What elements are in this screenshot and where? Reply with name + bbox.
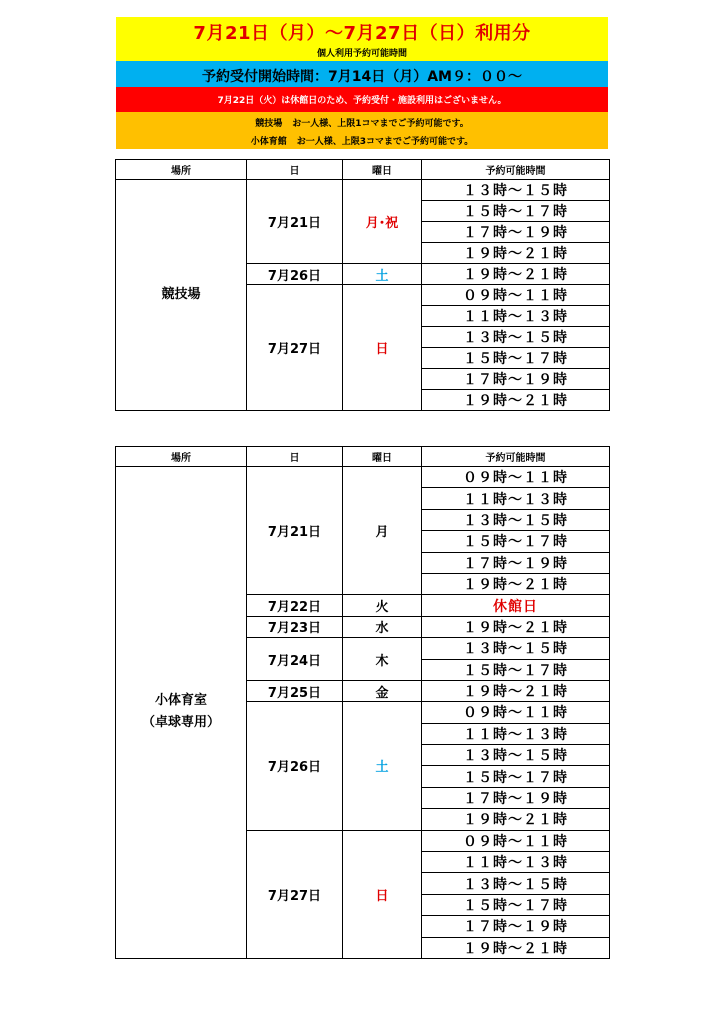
time-slot-cell: １５時～１７時 xyxy=(422,201,610,222)
time-slot-cell: １１時～１３時 xyxy=(422,488,610,509)
column-header: 場所 xyxy=(116,447,247,467)
title-banner xyxy=(116,17,608,45)
time-slot-cell: １５時～１７時 xyxy=(422,659,610,680)
date-cell: 7月24日 xyxy=(247,638,343,681)
time-slot-cell: １７時～１９時 xyxy=(422,916,610,937)
weekday-cell: 日 xyxy=(343,285,422,411)
table-header-row xyxy=(116,447,610,467)
closed-day-cell: 休館日 xyxy=(422,595,610,616)
closed-notice: 7月22日（火）は休館日のため、予約受付・施設利用はございません。 xyxy=(217,96,507,106)
weekday-cell: 土 xyxy=(343,702,422,830)
weekday-cell: 月･祝 xyxy=(343,180,422,264)
time-slot-cell: １９時～２１時 xyxy=(422,573,610,594)
weekday-cell: 水 xyxy=(343,616,422,637)
reception-time: 予約受付開始時間：7月14日（月）AM９：００～ xyxy=(202,69,522,85)
weekday-cell: 木 xyxy=(343,638,422,681)
column-header: 予約可能時間 xyxy=(422,447,610,467)
time-slot-cell: １９時～２１時 xyxy=(422,809,610,830)
time-slot-cell: １９時～２１時 xyxy=(422,937,610,958)
time-slot-cell: １１時～１３時 xyxy=(422,852,610,873)
time-slot-cell: ０９時～１１時 xyxy=(422,467,610,488)
date-cell: 7月25日 xyxy=(247,680,343,701)
table-header-row xyxy=(116,160,610,180)
limit-note-label: 競技場 xyxy=(255,119,283,129)
schedule-table-small-gym xyxy=(115,446,610,959)
time-slot-cell: １７時～１９時 xyxy=(422,369,610,390)
time-slot-cell: １１時～１３時 xyxy=(422,306,610,327)
limits-banner xyxy=(116,112,608,149)
time-slot-cell: １７時～１９時 xyxy=(422,222,610,243)
page-subtitle: 個人利用予約可能時間 xyxy=(316,49,407,59)
date-cell: 7月21日 xyxy=(247,467,343,595)
time-slot-cell: １９時～２１時 xyxy=(422,616,610,637)
weekday-cell: 日 xyxy=(343,830,422,958)
time-slot-cell: １５時～１７時 xyxy=(422,894,610,915)
weekday-cell: 金 xyxy=(343,680,422,701)
closed-notice-banner xyxy=(116,87,608,112)
table-row xyxy=(116,180,610,201)
limit-note-small-gym xyxy=(116,134,608,147)
table-row xyxy=(116,467,610,488)
page-title: 7月21日（月）～7月27日（日）利用分 xyxy=(193,23,531,44)
time-slot-cell: １７時～１９時 xyxy=(422,787,610,808)
weekday-cell: 火 xyxy=(343,595,422,616)
column-header: 曜日 xyxy=(343,447,422,467)
time-slot-cell: ０９時～１１時 xyxy=(422,830,610,851)
date-cell: 7月27日 xyxy=(247,830,343,958)
date-cell: 7月27日 xyxy=(247,285,343,411)
date-cell: 7月26日 xyxy=(247,264,343,285)
weekday-cell: 土 xyxy=(343,264,422,285)
location-cell: 小体育室 （卓球専用） xyxy=(116,467,247,959)
time-slot-cell: １１時～１３時 xyxy=(422,723,610,744)
time-slot-cell: １９時～２１時 xyxy=(422,243,610,264)
column-header: 予約可能時間 xyxy=(422,160,610,180)
limit-note-stadium xyxy=(116,116,608,129)
column-header: 曜日 xyxy=(343,160,422,180)
date-cell: 7月23日 xyxy=(247,616,343,637)
limit-note-text: お一人様、上限1コマまでご予約可能です。 xyxy=(292,119,469,129)
time-slot-cell: １３時～１５時 xyxy=(422,327,610,348)
time-slot-cell: １３時～１５時 xyxy=(422,873,610,894)
date-cell: 7月21日 xyxy=(247,180,343,264)
time-slot-cell: １５時～１７時 xyxy=(422,766,610,787)
reception-banner xyxy=(116,61,608,87)
limit-note-label: 小体育館 xyxy=(250,137,287,147)
time-slot-cell: １９時～２１時 xyxy=(422,264,610,285)
weekday-cell: 月 xyxy=(343,467,422,595)
time-slot-cell: １３時～１５時 xyxy=(422,638,610,659)
time-slot-cell: １９時～２１時 xyxy=(422,390,610,411)
time-slot-cell: ０９時～１１時 xyxy=(422,285,610,306)
date-cell: 7月26日 xyxy=(247,702,343,830)
column-header: 日 xyxy=(247,447,343,467)
time-slot-cell: １７時～１９時 xyxy=(422,552,610,573)
time-slot-cell: １３時～１５時 xyxy=(422,745,610,766)
time-slot-cell: １５時～１７時 xyxy=(422,531,610,552)
date-cell: 7月22日 xyxy=(247,595,343,616)
column-header: 場所 xyxy=(116,160,247,180)
time-slot-cell: １５時～１７時 xyxy=(422,348,610,369)
time-slot-cell: １３時～１５時 xyxy=(422,180,610,201)
location-cell: 競技場 xyxy=(116,180,247,411)
schedule-table-stadium xyxy=(115,159,610,411)
time-slot-cell: １９時～２１時 xyxy=(422,680,610,701)
column-header: 日 xyxy=(247,160,343,180)
limit-note-text: お一人様、上限3コマまでご予約可能です。 xyxy=(296,137,474,147)
time-slot-cell: １３時～１５時 xyxy=(422,509,610,530)
subtitle-banner xyxy=(116,45,608,61)
time-slot-cell: ０９時～１１時 xyxy=(422,702,610,723)
